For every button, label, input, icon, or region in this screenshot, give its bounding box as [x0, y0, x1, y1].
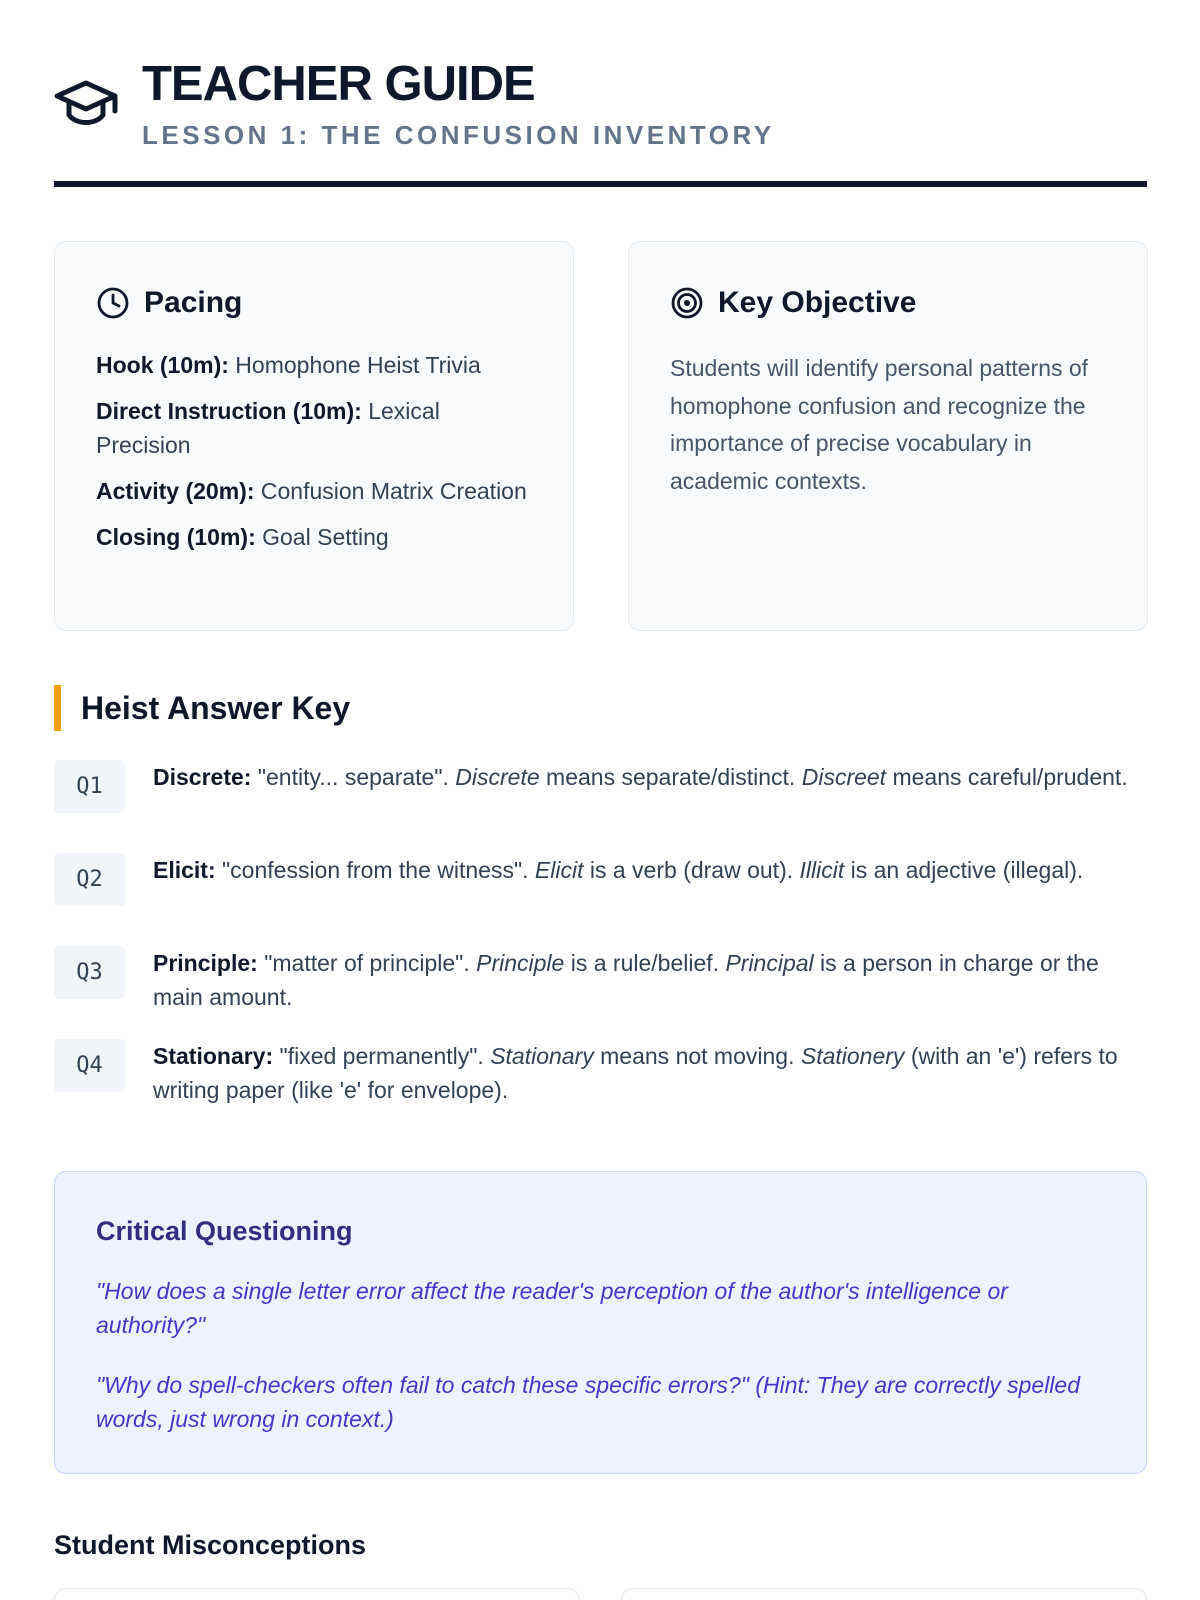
answer-quote: "entity... separate". [257, 764, 449, 790]
answer-word: Stationary: [153, 1043, 274, 1069]
critical-question: "How does a single letter error affect the reader's perception of the author's intelligence or authority?" [96, 1278, 1008, 1338]
pacing-item-text: Lexical Precision [96, 398, 440, 458]
question-number-badge: Q1 [54, 760, 125, 813]
answer-key-title: Heist Answer Key [54, 685, 350, 731]
answer-definition: is a person in charge or the main amount. [153, 950, 1099, 1010]
answer-definition: means separate/distinct. [546, 764, 796, 790]
pacing-item [96, 394, 536, 462]
answer-quote: "fixed permanently". [279, 1043, 484, 1069]
page-subtitle: LESSON 1: THE CONFUSION INVENTORY [142, 120, 775, 150]
pacing-item-label: Direct Instruction (10m): [96, 398, 362, 424]
misconceptions-title: Student Misconceptions [54, 1530, 367, 1560]
question-number-badge: Q4 [54, 1039, 125, 1092]
page-title: TEACHER GUIDE [142, 57, 535, 111]
pacing-item-label: Hook (10m): [96, 352, 229, 378]
page-header [54, 56, 1147, 187]
answer-word: Elicit: [153, 857, 216, 883]
target-icon [670, 286, 704, 320]
answer-term: Discrete [455, 764, 540, 790]
answer-quote: "confession from the witness". [222, 857, 529, 883]
answer-term: Principle [476, 950, 565, 976]
answer-text [153, 1039, 1147, 1107]
pacing-list [96, 348, 536, 566]
answer-word: Discrete: [153, 764, 252, 790]
answer-text [153, 853, 1147, 887]
answer-term: Principal [725, 950, 814, 976]
answer-term: Discreet [801, 764, 887, 790]
pacing-item-label: Activity (20m): [96, 478, 255, 504]
objective-card [628, 241, 1148, 631]
pacing-title: Pacing [144, 286, 243, 319]
pacing-item-text: Goal Setting [262, 524, 389, 550]
critical-questioning-title: Critical Questioning [96, 1216, 353, 1246]
pacing-item-text: Homophone Heist Trivia [235, 352, 481, 378]
answer-word: Principle: [153, 950, 258, 976]
objective-header [670, 286, 916, 320]
answer-definition: means careful/prudent. [892, 764, 1128, 790]
pacing-card [54, 241, 574, 631]
objective-title: Key Objective [718, 286, 917, 319]
answer-definition: (with an 'e') refers to writing paper (like 'e' for envelope). [153, 1043, 1118, 1103]
answer-term: Elicit [534, 857, 584, 883]
pacing-item [96, 474, 536, 508]
answer-term: Illicit [799, 857, 845, 883]
answer-definition: is a verb (draw out). [589, 857, 794, 883]
pacing-item-text: Confusion Matrix Creation [260, 478, 527, 504]
pacing-item-label: Closing (10m): [96, 524, 256, 550]
critical-questioning-box [54, 1171, 1147, 1474]
answer-definition: means not moving. [600, 1043, 795, 1069]
answer-term: Stationery [800, 1043, 905, 1069]
question-number-badge: Q2 [54, 853, 125, 906]
answer-term: Stationary [490, 1043, 594, 1069]
graduation-cap-icon [54, 78, 118, 130]
answer-definition: is an adjective (illegal). [850, 857, 1084, 883]
answer-text [153, 760, 1147, 794]
pacing-item [96, 348, 536, 382]
misconception-card [54, 1588, 580, 1600]
answer-definition: is a rule/belief. [570, 950, 720, 976]
pacing-item [96, 520, 536, 554]
clock-icon [96, 286, 130, 320]
answer-text [153, 946, 1147, 1014]
misconception-card [621, 1588, 1147, 1600]
answer-quote: "matter of principle". [264, 950, 470, 976]
question-number-badge: Q3 [54, 946, 125, 999]
objective-text: Students will identify personal patterns of homophone confusion and recognize the importance of precise vocabulary in academic contexts. [670, 355, 1089, 494]
pacing-header [96, 286, 242, 320]
critical-question: "Why do spell-checkers often fail to catch these specific errors?" (Hint: They are correctly spelled words, just wrong in context.) [96, 1372, 1081, 1432]
